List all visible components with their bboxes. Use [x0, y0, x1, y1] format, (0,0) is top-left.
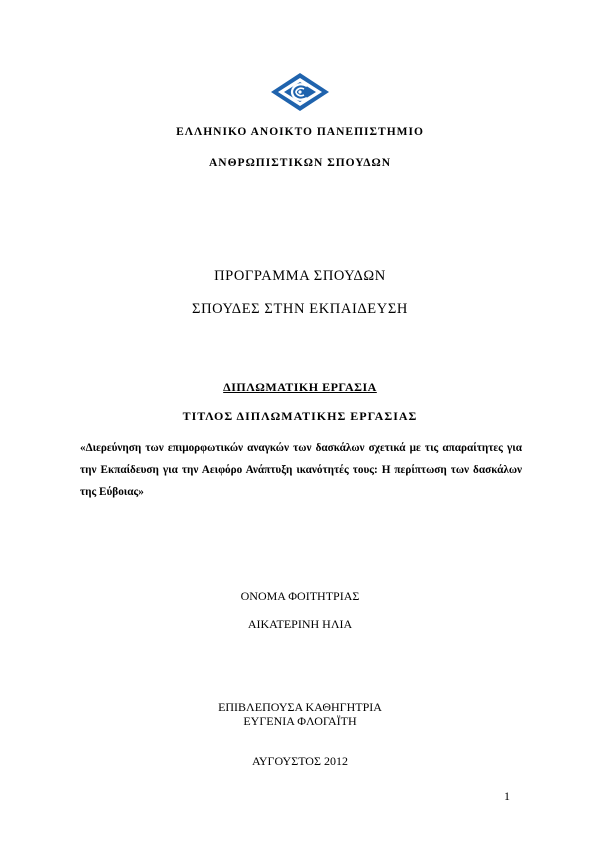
program-label: ΠΡΟΓΡΑΜΜΑ ΣΠΟΥΔΩΝ [214, 268, 386, 284]
student-name: ΑΙΚΑΤΕΡΙΝΗ ΗΛΙΑ [247, 617, 353, 631]
student-label: ΟΝΟΜΑ ΦΟΙΤΗΤΡΙΑΣ [240, 589, 360, 603]
university-logo-icon [270, 72, 330, 112]
thesis-label: ΔΙΠΛΩΜΑΤΙΚΗ ΕΡΓΑΣΙΑ [223, 380, 377, 394]
page-number: 1 [504, 789, 510, 803]
submission-date: ΑΥΓΟΥΣΤΟΣ 2012 [252, 754, 348, 768]
school-name: ΑΝΘΡΩΠΙΣΤΙΚΩΝ ΣΠΟΥΔΩΝ [208, 157, 391, 169]
supervisor-label: ΕΠΙΒΛΕΠΟΥΣΑ ΚΑΘΗΓΗΤΡΙΑ [218, 700, 382, 714]
supervisor-name: ΕΥΓΕΝΙΑ ΦΛΟΓΑΪΤΗ [243, 714, 357, 728]
program-name: ΣΠΟΥΔΕΣ ΣΤΗΝ ΕΚΠΑΙΔΕΥΣΗ [192, 301, 408, 317]
thesis-title-label: ΤΙΤΛΟΣ ΔΙΠΛΩΜΑΤΙΚΗΣ ΕΡΓΑΣΙΑΣ [182, 409, 418, 423]
university-name: ΕΛΛΗΝΙΚΟ ΑΝΟΙΚΤΟ ΠΑΝΕΠΙΣΤΗΜΙΟ [176, 126, 424, 138]
thesis-title: «Διερεύνηση των επιμορφωτικών αναγκών των δασκάλων σχετικά με τις απαραίτητες για την Εκπαίδευση για την Αειφόρο Ανάπτυξη ικανότητές τους: Η περίπτωση των δασκάλων της Εύβοιας» [80, 442, 522, 498]
